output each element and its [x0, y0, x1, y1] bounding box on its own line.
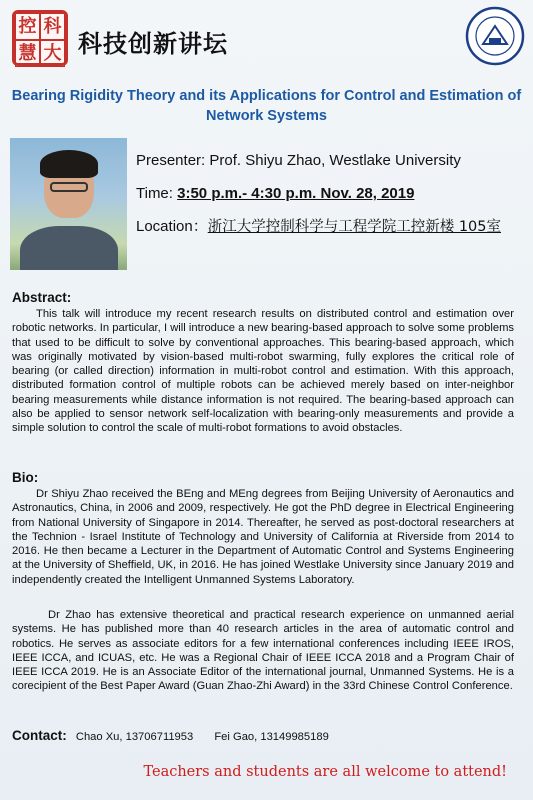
time-line [136, 183, 516, 205]
bio-paragraph-2: Dr Zhao has extensive theoretical and practical research experience on unmanned aerial systems. He has published more than 40 research articles in the area of automatic control and robotics. He serves as associate editors for a few international conferences including IEEE IROS, IEEE ICCA, and ICUAS, etc. He was a Regional Chair of IEEE ICCA 2018 and a Program Chair of IEEE ICCA 2019. He is an Associate Editor of the international journal, Unmanned Systems. He is a corecipient of the Best Paper Award (Guan Zhao-Zhi Award) in the 33rd Chinese Control Conference. [12, 609, 514, 693]
location-label: Location： [136, 218, 208, 235]
college-seal-logo [12, 10, 68, 66]
welcome-message: Teachers and students are all welcome to attend! [143, 764, 507, 780]
talk-meta [136, 150, 516, 249]
seal-char: 慧 [15, 40, 40, 67]
seal-char: 控 [15, 13, 40, 40]
time-label: Time: [136, 185, 178, 202]
contact-line [12, 728, 329, 743]
contact-label: Contact: [12, 728, 67, 743]
abstract-heading: Abstract: [12, 290, 72, 305]
forum-title: 科技创新讲坛 [78, 30, 228, 58]
presenter-line [136, 150, 516, 172]
header [0, 0, 533, 82]
presenter-value: Prof. Shiyu Zhao, Westlake University [209, 152, 461, 169]
location-line [136, 216, 516, 238]
contact-1: Chao Xu, 13706711953 [75, 731, 194, 743]
seal-char: 科 [40, 13, 65, 40]
presenter-label: Presenter: [136, 152, 210, 169]
seal-char: 大 [40, 40, 65, 67]
bio-paragraph-1: Dr Shiyu Zhao received the BEng and MEng degrees from Beijing University of Aeronautics and Astronautics, China, in 2006 and 2009, respectively. He got the PhD degree in Electrical Engineering from National University of Singapore in 2014. Thereafter, he served as post-doctoral researchers at the Technion - Israel Institute of Technology and University of California at Riverside from 2014 to 2016. He then became a Lecturer in the Department of Automatic Control and Systems Engineering at the University of Sheffield, UK, in 2016. He has joined Westlake University since January 2019 and independently created the Intelligent Unmanned Systems Laboratory. [12, 488, 514, 586]
contact-2: Fei Gao, 13149985189 [214, 731, 329, 743]
time-value: 3:50 p.m.- 4:30 p.m. Nov. 28, 2019 [177, 185, 415, 202]
location-value: 浙江大学控制科学与工程学院工控新楼 105室 [207, 219, 502, 235]
presenter-photo [10, 138, 127, 270]
talk-title: Bearing Rigidity Theory and its Applications for Control and Estimation of Network Systems [11, 88, 522, 124]
bio-heading: Bio: [12, 470, 39, 485]
abstract-text: This talk will introduce my recent research results on distributed control and estimation over robotic networks. In particular, I will introduce a new bearing-based approach to solve some problems that used to be difficult to solve by conventional approaches. This bearing-based approach, which was originally motivated by vision-based multi-robot swarming, fully explores the critical role of bearing (or called direction) information in multi-robot control and estimation. With this approach, distributed formation control of multiple robots can be achieved merely based on inter-neighbor bearing measurements while distance information is not required. The bearing-based approach can also be applied to sensor network self-localization with bearing-only measurements and provide a simple solution to control the scale of multi-robot formations to avoid obstacles. [12, 308, 514, 435]
zju-seal-icon [465, 6, 525, 66]
